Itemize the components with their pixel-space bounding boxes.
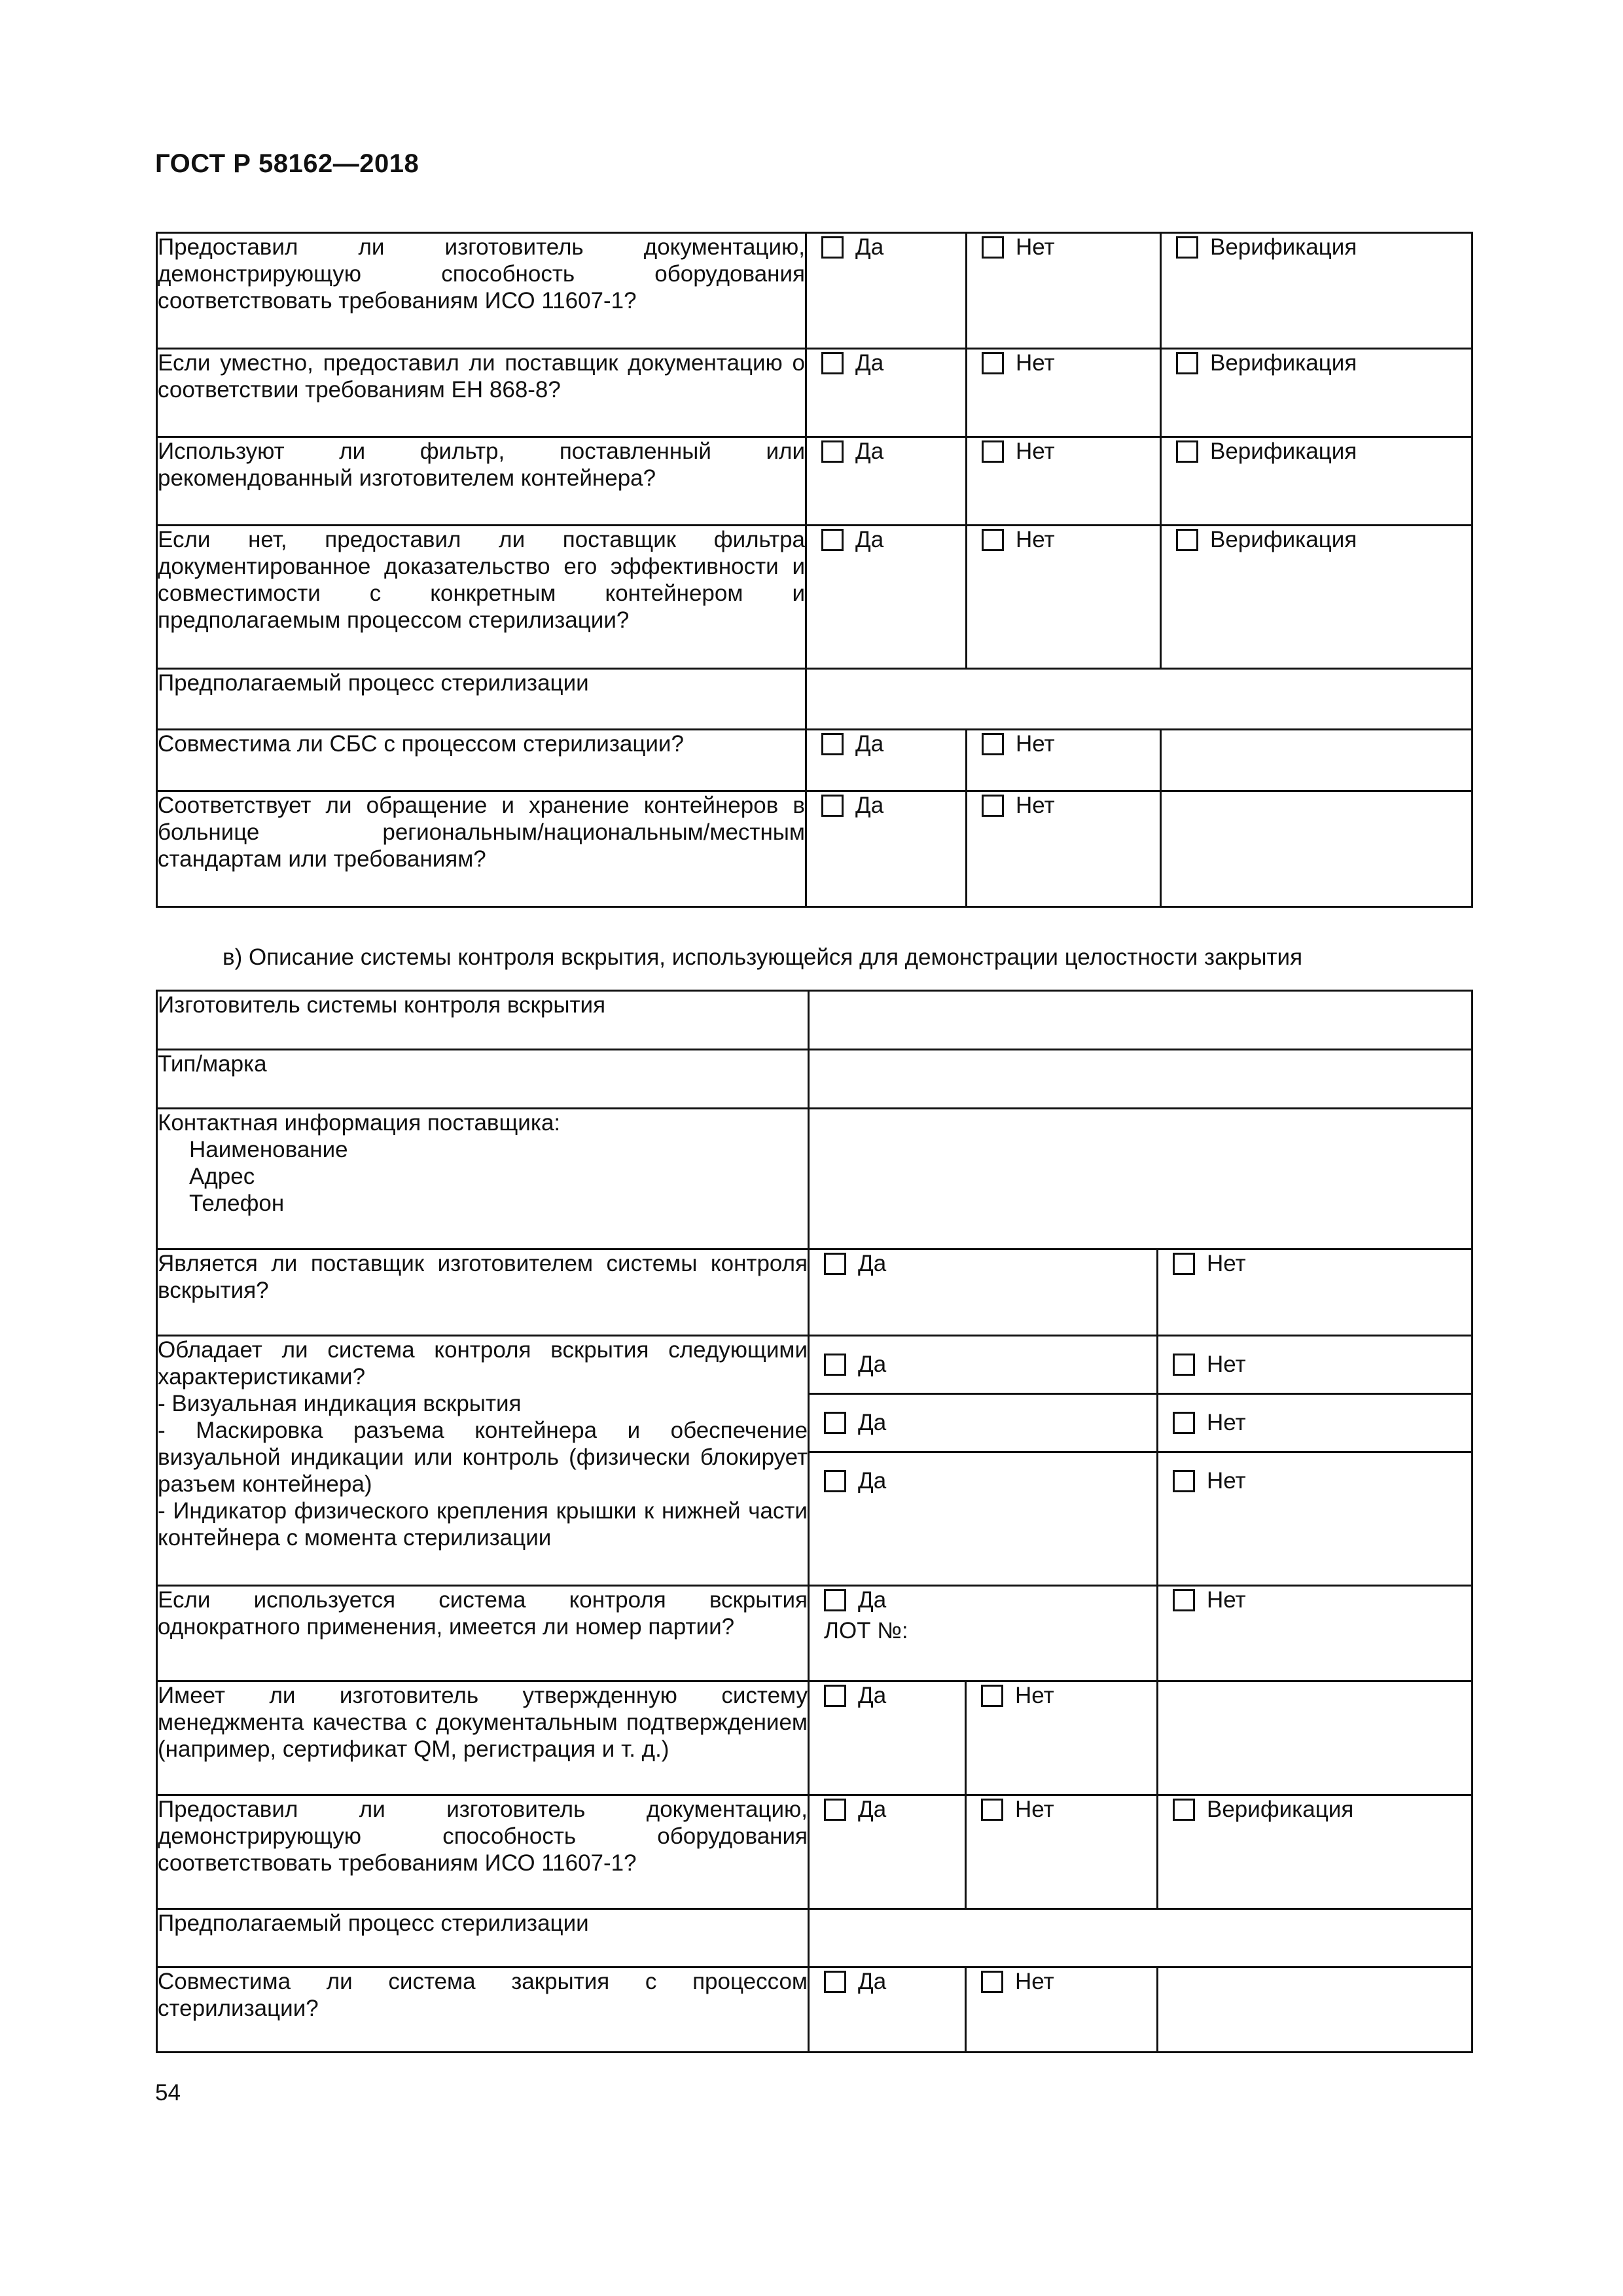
checkbox-box[interactable] xyxy=(981,1685,1003,1707)
table-row xyxy=(157,1681,1472,1795)
table-row xyxy=(157,437,1472,526)
table-row xyxy=(157,233,1472,349)
checkbox-box[interactable] xyxy=(824,1685,846,1707)
question-cell: Если используется система контроля вскрытия однократного применения, имеется ли номер партии? xyxy=(157,1586,809,1681)
verify-checkbox[interactable]: Верификация xyxy=(1162,234,1357,260)
yes-checkbox[interactable]: Да xyxy=(807,792,883,819)
table-row xyxy=(157,1586,1472,1681)
checkbox-box[interactable] xyxy=(1176,352,1198,374)
checkbox-box[interactable] xyxy=(821,529,844,551)
yes-checkbox[interactable]: Да xyxy=(810,1682,886,1709)
table-section-b xyxy=(156,990,1473,2053)
yes-checkbox[interactable]: Да xyxy=(810,1467,886,1494)
yes-checkbox[interactable]: Да xyxy=(810,1250,886,1277)
yes-checkbox[interactable]: Да xyxy=(810,1351,886,1378)
empty-cell xyxy=(1158,1967,1472,2053)
verify-checkbox[interactable]: Верификация xyxy=(1162,526,1357,553)
no-checkbox[interactable]: Нет xyxy=(967,730,1055,757)
no-checkbox[interactable]: Нет xyxy=(967,1682,1054,1709)
table-row xyxy=(157,1336,1472,1586)
checkbox-box[interactable] xyxy=(824,1412,846,1434)
no-checkbox[interactable]: Нет xyxy=(1158,1587,1246,1613)
checkbox-box[interactable] xyxy=(821,236,844,259)
feature-item: - Визуальная индикация вскрытия xyxy=(158,1391,522,1416)
yes-checkbox[interactable]: Да xyxy=(810,1587,886,1613)
contact-name-label: Наименование xyxy=(189,1137,348,1162)
features-cell xyxy=(157,1336,809,1586)
question-cell: Если уместно, предоставил ли поставщик документацию о соответствии требованиям ЕН 868-8? xyxy=(157,349,806,437)
checkbox-box[interactable] xyxy=(824,1354,846,1376)
checkbox-box[interactable] xyxy=(824,1253,846,1275)
checkbox-box[interactable] xyxy=(821,795,844,817)
page-number: 54 xyxy=(155,2080,181,2106)
checkbox-box[interactable] xyxy=(1173,1253,1195,1275)
lot-number-label: ЛОТ №: xyxy=(824,1617,908,1643)
question-cell: Предполагаемый процесс стерилизации xyxy=(157,669,806,730)
checkbox-box[interactable] xyxy=(821,352,844,374)
checkbox-box[interactable] xyxy=(824,1589,846,1611)
yes-checkbox[interactable]: Да xyxy=(810,1968,886,1995)
answer-field[interactable] xyxy=(806,669,1472,730)
question-cell: Имеет ли изготовитель утвержденную систему менеджмента качества с документальным подтверждением (например, сертификат QM, регистрация и т. д.) xyxy=(157,1681,809,1795)
table-row xyxy=(157,1050,1472,1109)
verify-checkbox[interactable]: Верификация xyxy=(1162,350,1357,376)
question-cell: Используют ли фильтр, поставленный или рекомендованный изготовителем контейнера? xyxy=(157,437,806,526)
verify-checkbox[interactable]: Верификация xyxy=(1162,438,1357,465)
contact-address-label: Адрес xyxy=(189,1164,255,1189)
checkbox-box[interactable] xyxy=(824,1470,846,1492)
no-checkbox[interactable]: Нет xyxy=(1158,1351,1246,1378)
question-cell: Если нет, предоставил ли поставщик фильтра документированное доказательство его эффективности и совместимости с конкретным контейнером и предполагаемым процессом стерилизации? xyxy=(157,526,806,669)
no-checkbox[interactable]: Нет xyxy=(967,526,1055,553)
checkbox-box[interactable] xyxy=(1176,440,1198,463)
empty-cell xyxy=(1158,1681,1472,1795)
yes-checkbox[interactable]: Да xyxy=(807,526,883,553)
features-title: Обладает ли система контроля вскрытия следующими характеристиками? xyxy=(158,1337,808,1390)
section-b-heading: в) Описание системы контроля вскрытия, использующейся для демонстрации целостности закрытия xyxy=(223,944,1303,970)
table-row xyxy=(157,1909,1472,1967)
yes-checkbox[interactable]: Да xyxy=(810,1796,886,1823)
question-cell: Тип/марка xyxy=(157,1050,809,1109)
features-yes-column xyxy=(809,1336,1158,1586)
table-row xyxy=(157,791,1472,907)
empty-cell xyxy=(1161,791,1472,907)
no-checkbox[interactable]: Нет xyxy=(967,1968,1054,1995)
yes-checkbox[interactable]: Да xyxy=(807,438,883,465)
no-checkbox[interactable]: Нет xyxy=(967,350,1055,376)
checkbox-box[interactable] xyxy=(1173,1470,1195,1492)
checkbox-box[interactable] xyxy=(824,1799,846,1821)
yes-checkbox[interactable]: Да xyxy=(807,234,883,260)
table-row xyxy=(157,991,1472,1050)
checkbox-box[interactable] xyxy=(1173,1412,1195,1434)
checkbox-box[interactable] xyxy=(1176,236,1198,259)
checkbox-box[interactable] xyxy=(821,733,844,755)
features-no-column xyxy=(1158,1336,1472,1586)
table-row xyxy=(157,526,1472,669)
checkbox-box[interactable] xyxy=(982,733,1004,755)
no-checkbox[interactable]: Нет xyxy=(1158,1467,1246,1494)
contact-phone-label: Телефон xyxy=(189,1191,285,1216)
no-checkbox[interactable]: Нет xyxy=(967,1796,1054,1823)
answer-field[interactable] xyxy=(809,1909,1472,1967)
table-row xyxy=(157,730,1472,791)
checkbox-box[interactable] xyxy=(1173,1354,1195,1376)
question-cell: Предполагаемый процесс стерилизации xyxy=(157,1909,809,1967)
answer-field[interactable] xyxy=(809,991,1472,1050)
table-row xyxy=(157,349,1472,437)
question-cell: Предоставил ли изготовитель документацию, демонстрирующую способность оборудования соответствовать требованиям ИСО 11607-1? xyxy=(157,233,806,349)
answer-field[interactable] xyxy=(809,1050,1472,1109)
yes-checkbox[interactable]: Да xyxy=(807,730,883,757)
feature-item: - Маскировка разъема контейнера и обеспечение визуальной индикации или контроль (физически блокирует разъем контейнера) xyxy=(158,1418,808,1497)
contact-title: Контактная информация поставщика: xyxy=(158,1110,561,1136)
checkbox-box[interactable] xyxy=(981,1971,1003,1993)
no-checkbox[interactable]: Нет xyxy=(967,234,1055,260)
question-cell: Является ли поставщик изготовителем системы контроля вскрытия? xyxy=(157,1249,809,1336)
checkbox-box[interactable] xyxy=(824,1971,846,1993)
checkbox-box[interactable] xyxy=(982,529,1004,551)
checkbox-box[interactable] xyxy=(982,352,1004,374)
contact-cell xyxy=(157,1109,809,1249)
table-row xyxy=(157,1249,1472,1336)
table-section-a xyxy=(156,232,1473,908)
feature-item: - Индикатор физического крепления крышки к нижней части контейнера с момента стерилизации xyxy=(158,1498,808,1551)
checkbox-box[interactable] xyxy=(982,795,1004,817)
question-cell: Соответствует ли обращение и хранение контейнеров в больнице региональным/национальным/местным стандартам или требованиям? xyxy=(157,791,806,907)
no-checkbox[interactable]: Нет xyxy=(967,792,1055,819)
checkbox-box[interactable] xyxy=(981,1799,1003,1821)
no-checkbox[interactable]: Нет xyxy=(967,438,1055,465)
verify-checkbox[interactable]: Верификация xyxy=(1158,1796,1353,1823)
yes-checkbox[interactable]: Да xyxy=(807,350,883,376)
yes-checkbox[interactable]: Да xyxy=(810,1409,886,1436)
document-header: ГОСТ Р 58162—2018 xyxy=(155,149,419,178)
checkbox-box[interactable] xyxy=(982,440,1004,463)
question-cell: Предоставил ли изготовитель документацию, демонстрирующую способность оборудования соответствовать требованиям ИСО 11607-1? xyxy=(157,1795,809,1909)
table-row xyxy=(157,669,1472,730)
checkbox-box[interactable] xyxy=(821,440,844,463)
checkbox-box[interactable] xyxy=(982,236,1004,259)
table-row xyxy=(157,1795,1472,1909)
no-checkbox[interactable]: Нет xyxy=(1158,1250,1246,1277)
table-row xyxy=(157,1967,1472,2053)
empty-cell xyxy=(1161,730,1472,791)
checkbox-box[interactable] xyxy=(1173,1799,1195,1821)
table-row xyxy=(157,1109,1472,1249)
no-checkbox[interactable]: Нет xyxy=(1158,1409,1246,1436)
checkbox-box[interactable] xyxy=(1176,529,1198,551)
question-cell: Совместима ли система закрытия с процессом стерилизации? xyxy=(157,1967,809,2053)
checkbox-box[interactable] xyxy=(1173,1589,1195,1611)
question-cell: Изготовитель системы контроля вскрытия xyxy=(157,991,809,1050)
answer-field[interactable] xyxy=(809,1109,1472,1249)
question-cell: Совместима ли СБС с процессом стерилизации? xyxy=(157,730,806,791)
